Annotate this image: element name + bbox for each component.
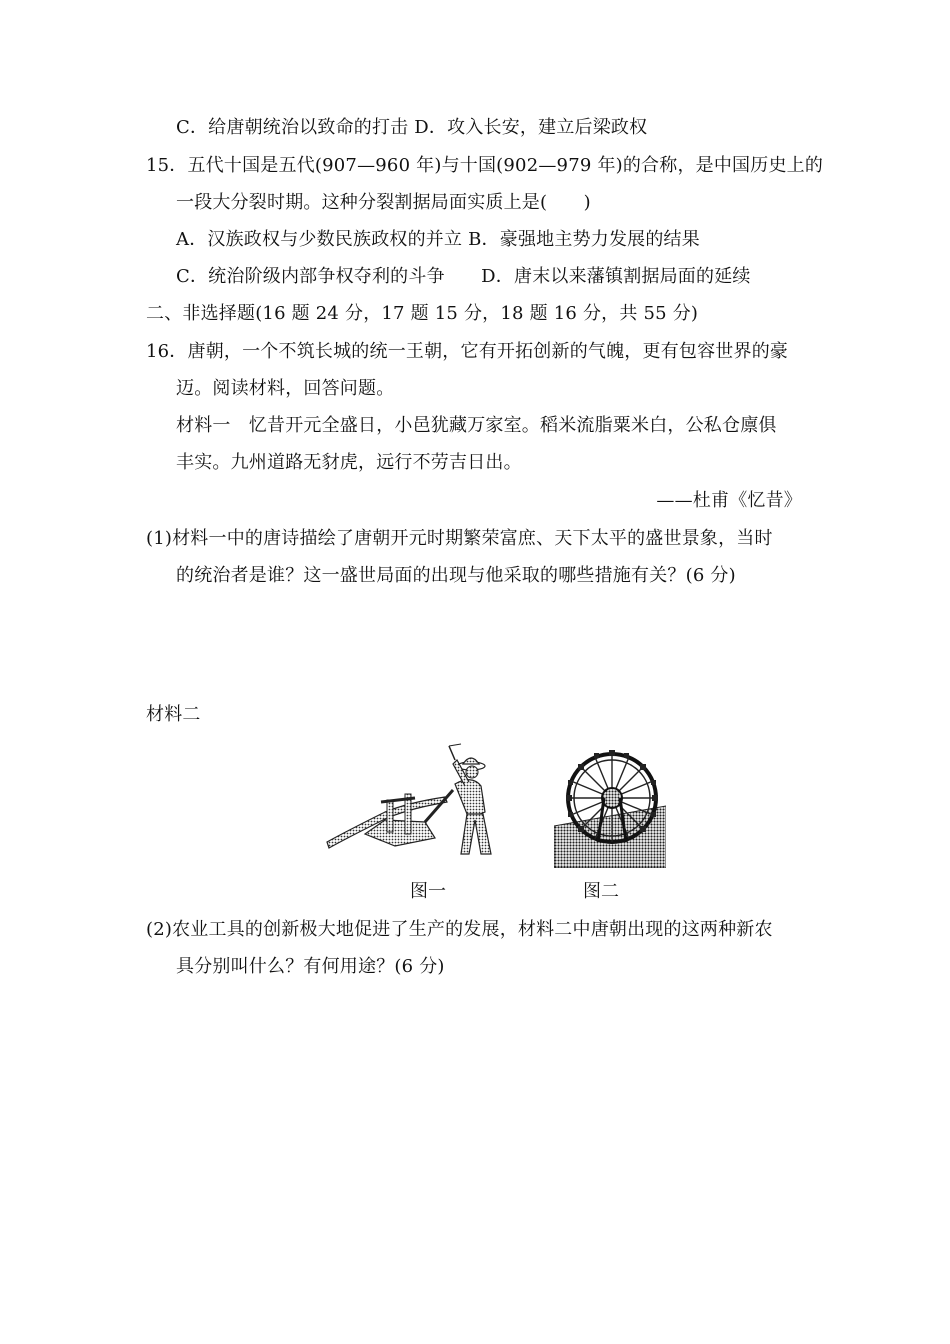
plow-illustration-icon bbox=[325, 742, 510, 862]
q15-option-cd: C．统治阶级内部争权夺利的斗争 D．唐末以来藩镇割据局面的延续 bbox=[176, 266, 751, 287]
q16-sub1-line1: (1)材料一中的唐诗描绘了唐朝开元时期繁荣富庶、天下太平的盛世景象，当时 bbox=[146, 528, 773, 549]
q15-stem-line2: 一段大分裂时期。这种分裂割据局面实质上是( ) bbox=[176, 192, 591, 213]
figure2-caption: 图二 bbox=[583, 881, 619, 902]
q16-sub2-line1: (2)农业工具的创新极大地促进了生产的发展，材料二中唐朝出现的这两种新农 bbox=[146, 919, 773, 940]
figure1-caption: 图一 bbox=[410, 881, 446, 902]
q16-sub1-line2: 的统治者是谁？这一盛世局面的出现与他采取的哪些措施有关？(6 分) bbox=[176, 565, 736, 586]
q16-material2-label: 材料二 bbox=[146, 704, 201, 725]
q15-stem-line1: 15．五代十国是五代(907—960 年)与十国(902—979 年)的合称，是中国历史上的 bbox=[146, 155, 824, 176]
waterwheel-illustration-icon bbox=[554, 742, 666, 868]
q16-sub2-line2: 具分别叫什么？有何用途？(6 分) bbox=[176, 956, 445, 977]
section2-heading: 二、非选择题(16 题 24 分，17 题 15 分，18 题 16 分，共 55 分) bbox=[146, 303, 699, 324]
q14-option-cd: C．给唐朝统治以致命的打击 D．攻入长安，建立后梁政权 bbox=[176, 117, 648, 138]
q16-material1-line2: 丰实。九州道路无豺虎，远行不劳吉日出。 bbox=[176, 452, 522, 473]
q16-stem-line1: 16．唐朝，一个不筑长城的统一王朝，它有开拓创新的气魄，更有包容世界的豪 bbox=[146, 341, 789, 362]
q16-material1-line1: 材料一 忆昔开元全盛日，小邑犹藏万家室。稻米流脂粟米白，公私仓廪俱 bbox=[176, 415, 777, 436]
q16-material1-source: ——杜甫《忆昔》 bbox=[656, 490, 802, 511]
q15-option-ab: A．汉族政权与少数民族政权的并立 B．豪强地主势力发展的结果 bbox=[176, 229, 700, 250]
q16-stem-line2: 迈。阅读材料，回答问题。 bbox=[176, 378, 395, 399]
